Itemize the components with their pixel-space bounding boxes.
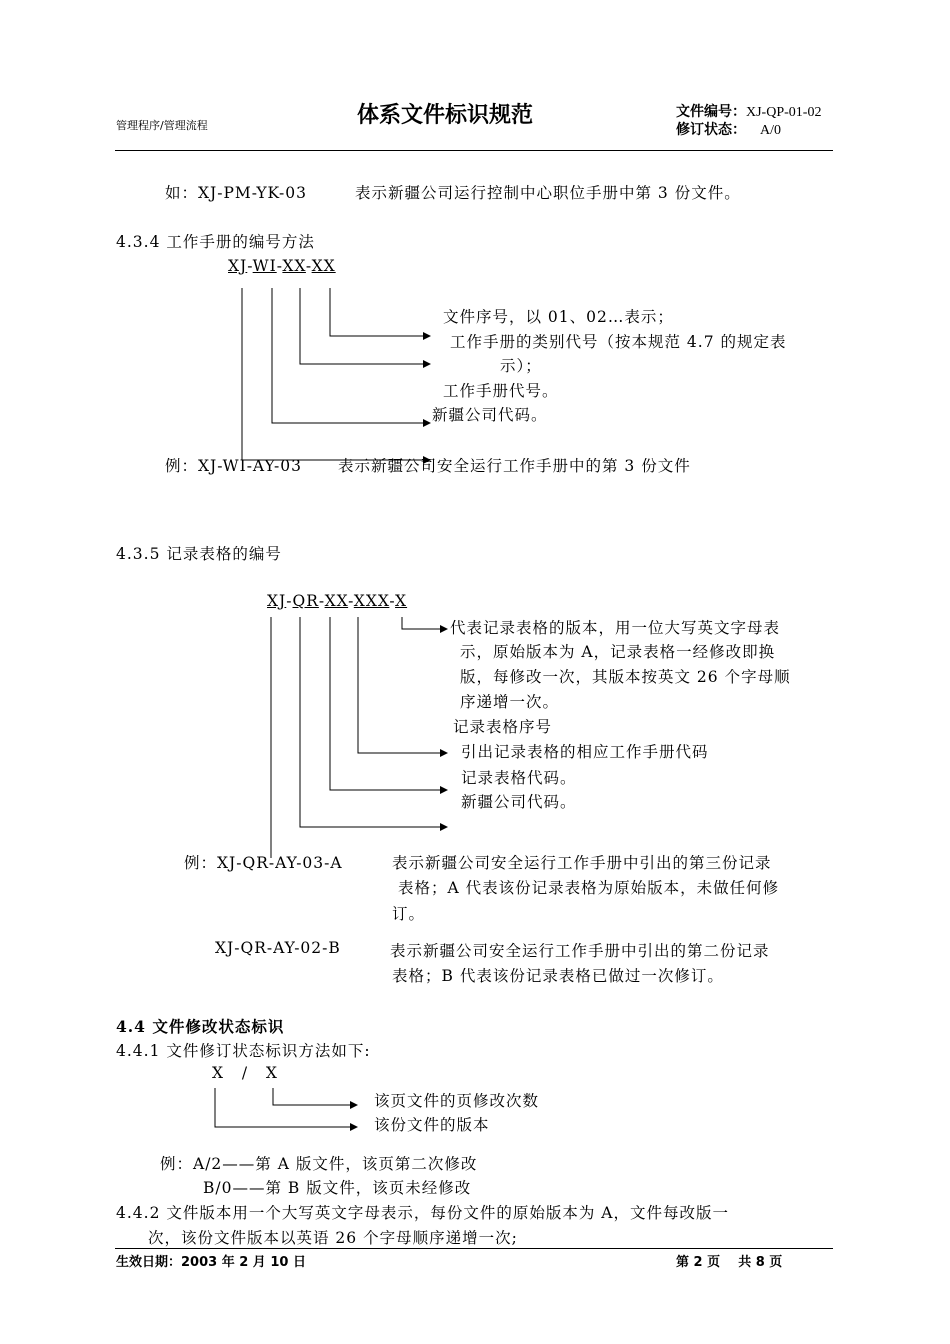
- qr-connector-version: [402, 617, 447, 629]
- rev-label-page: 该页文件的页修改次数: [374, 1092, 540, 1110]
- qr-label-company: 新疆公司代码。: [461, 793, 577, 811]
- example-pm-desc: 表示新疆公司运行控制中心职位手册中第 3 份文件。: [355, 184, 741, 202]
- page-title: 体系文件标识规范: [357, 103, 534, 128]
- wi-label-category: 工作手册的类别代号（按本规范 4.7 的规定表: [450, 333, 787, 351]
- example-wi-desc: 表示新疆公司安全运行工作手册中的第 3 份文件: [338, 457, 691, 475]
- example-qr-a-desc-3: 订。: [392, 905, 426, 923]
- example-qr-b-desc-2: 表格；B 代表该份记录表格已做过一次修订。: [392, 967, 724, 985]
- section-442-line-1: 4.4.2 文件版本用一个大写英文字母表示，每份文件的原始版本为 A，文件每改版一: [116, 1204, 729, 1222]
- qr-label-serial: 记录表格序号: [453, 718, 553, 736]
- rev-example-2: B/0——第 B 版文件，该页未经修改: [203, 1179, 472, 1197]
- example-qr-b-code: XJ-QR-AY-02-B: [215, 939, 341, 957]
- wi-connector-category: [300, 288, 430, 364]
- qr-code-pattern: XJ-QR-XX-XXX-X: [267, 592, 408, 610]
- wi-connector-manual: [272, 288, 430, 423]
- qr-label-version-3: 版，每修改一次，其版本按英文 26 个字母顺: [460, 668, 791, 686]
- wi-connector-serial: [330, 288, 430, 336]
- example-wi-code: 例：XJ-WI-AY-03: [165, 457, 302, 475]
- section-442-line-2: 次，该份文件版本以英语 26 个字母顺序递增一次;: [148, 1229, 518, 1247]
- qr-label-version-2: 示，原始版本为 A，记录表格一经修改即换: [460, 643, 776, 661]
- rev-label-version: 该份文件的版本: [374, 1116, 490, 1134]
- qr-label-manual-code: 引出记录表格的相应工作手册代码: [461, 743, 709, 761]
- example-qr-a-desc-1: 表示新疆公司安全运行工作手册中引出的第三份记录: [392, 854, 772, 872]
- page-number: 第 2 页 共 8 页: [676, 1255, 783, 1270]
- wi-label-company: 新疆公司代码。: [432, 406, 548, 424]
- rev-connector-page: [273, 1088, 357, 1105]
- example-qr-b-desc-1: 表示新疆公司安全运行工作手册中引出的第二份记录: [390, 942, 770, 960]
- section-heading-435: 4.3.5 记录表格的编号: [116, 545, 282, 563]
- section-heading-434: 4.3.4 工作手册的编号方法: [116, 233, 315, 251]
- qr-connector-manual: [330, 617, 447, 790]
- header-section-label: 管理程序/管理流程: [116, 119, 208, 132]
- section-heading-44: 4.4 文件修改状态标识: [116, 1017, 285, 1036]
- wi-label-category-cont: 示）；: [500, 357, 542, 375]
- doc-number: 文件编号：XJ-QP-01-02: [676, 104, 822, 120]
- qr-label-version-4: 序递增一次。: [460, 693, 560, 711]
- wi-label-manual: 工作手册代号。: [443, 382, 559, 400]
- qr-connector-serial: [358, 617, 447, 753]
- rev-example-1: 例：A/2——第 A 版文件，该页第二次修改: [160, 1155, 478, 1173]
- example-pm-code: 如：XJ-PM-YK-03: [165, 184, 307, 202]
- qr-label-record-code: 记录表格代码。: [461, 769, 577, 787]
- wi-code-pattern: XJ-WI-XX-XX: [228, 257, 336, 275]
- section-441-text: 4.4.1 文件修订状态标识方法如下:: [116, 1042, 371, 1060]
- qr-label-version-1: 代表记录表格的版本，用一位大写英文字母表: [450, 619, 781, 637]
- rev-connector-version: [215, 1088, 357, 1127]
- example-qr-a-desc-2: 表格；A 代表该份记录表格为原始版本，未做任何修: [398, 879, 780, 897]
- example-qr-a-code: 例：XJ-QR-AY-03-A: [184, 854, 343, 872]
- effective-date: 生效日期：2003 年 2 月 10 日: [116, 1255, 306, 1270]
- qr-connector-record: [300, 617, 447, 827]
- wi-label-serial: 文件序号，以 01、02…表示；: [443, 308, 674, 326]
- revision-status: 修订状态： A/0: [676, 122, 781, 138]
- wi-connector-company: [242, 288, 430, 460]
- revision-code-pattern: X / X: [212, 1064, 278, 1082]
